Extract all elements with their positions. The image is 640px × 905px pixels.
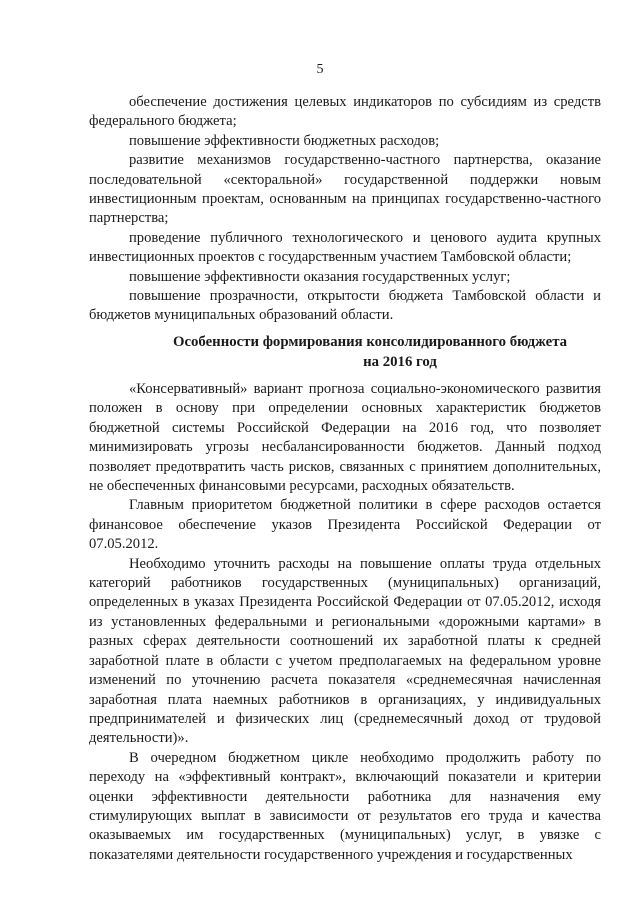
page-number: 5 <box>316 62 324 77</box>
list-item: повышение эффективности оказания государственных услуг; <box>129 268 511 285</box>
section-heading-line: на 2016 год <box>363 353 437 370</box>
list-item: обеспечение достижения целевых индикаторов по субсидиям из средств федерального бюджета; <box>89 94 601 130</box>
paragraph: Главным приоритетом бюджетной политики в сфере расходов остается финансовое обеспечение указов Президента Российской Федерации от 07.05.2012. <box>89 497 601 553</box>
goals-list <box>89 93 601 326</box>
paragraph: В очередном бюджетном цикле необходимо продолжить работу по переходу на «эффективный контракт», включающий показатели и критерии оценки эффективности деятельности работника для назначения ему стимулирующих выплат в зависимости от результатов его труда и качества оказываемых им государственных (муниципальных) услуг, в увязке с показателями деятельности государственного учреждения и государственных <box>89 749 601 863</box>
section-body <box>89 380 601 865</box>
list-item: повышение эффективности бюджетных расходов; <box>129 132 440 149</box>
section-heading-line: Особенности формирования консолидированного бюджета <box>172 334 568 350</box>
paragraph: Необходимо уточнить расходы на повышение оплаты труда отдельных категорий работников государственных (муниципальных) организаций, определенных в указах Президента Российской Федерации от 07.05.2012, исходя из установленных федеральными и региональными «дорожными картами» в разных сферах деятельности соотношений их заработной платы к средней заработной плате в области с учетом предполагаемых на федеральном уровне изменений по уточнению расчета показателя «среднемесячная начисленная заработная плата наемных работников в организациях, у индивидуальных предпринимателей и физических лиц (среднемесячный доход от трудовой деятельности)». <box>89 555 601 747</box>
paragraph: «Консервативный» вариант прогноза социально-экономического развития положен в основу при определении основных характеристик бюджетов бюджетной системы Российской Федерации на 2016 год, что позволяет минимизировать угрозы несбалансированности бюджетов. Данный подход позволяет предотвратить часть рисков, связанных с принятием дополнительных, не обеспеченных финансовыми ресурсами, расходных обязательств. <box>89 381 601 495</box>
list-item: развитие механизмов государственно-частного партнерства, оказание последовательной «секторальной» государственной поддержки новым инвестиционным проектам, основанным на принципах государственно-частного партнерства; <box>89 152 601 227</box>
section-heading <box>89 333 601 372</box>
list-item: проведение публичного технологического и ценового аудита крупных инвестиционных проектов с государственным участием Тамбовской области; <box>89 229 601 266</box>
list-item: повышение прозрачности, открытости бюджета Тамбовской области и бюджетов муниципальных образований области. <box>89 288 601 324</box>
